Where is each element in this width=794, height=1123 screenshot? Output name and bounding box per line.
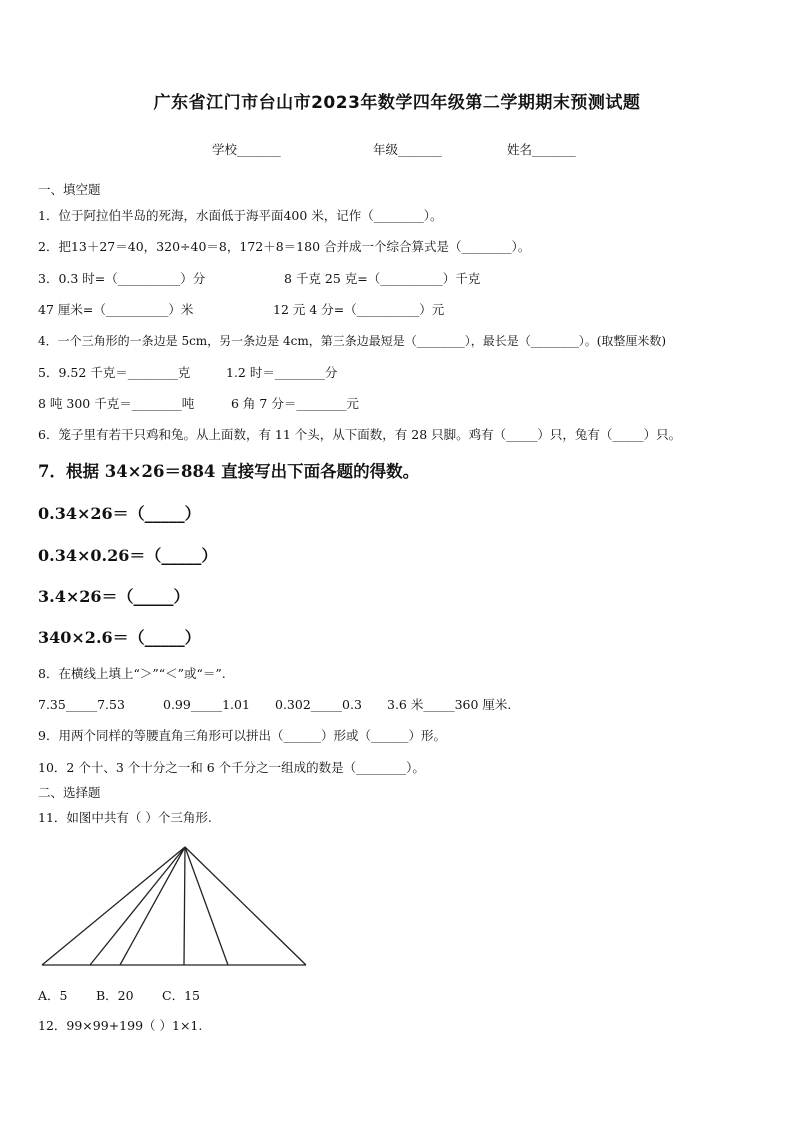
question-3d: 12 元 4 分=（__________）元 xyxy=(273,302,445,317)
question-5b: 1.2 时＝________分 xyxy=(226,365,338,380)
triangle-figure xyxy=(38,843,310,969)
question-7-item-4: 340×2.6＝（_____） xyxy=(38,628,201,647)
school-field: 学校_______ xyxy=(212,142,281,157)
question-11-option-b: B．20 xyxy=(96,988,134,1003)
question-6: 6．笼子里有若干只鸡和兔。从上面数，有 11 个头，从下面数，有 28 只脚。鸡有（_____）只，兔有（_____）只。 xyxy=(38,427,682,442)
figure-left-edge xyxy=(42,847,185,965)
question-12: 12．99×99+199（ ）1×1. xyxy=(38,1018,203,1033)
question-8-item-1: 7.35_____7.53 xyxy=(38,697,125,712)
page-title: 广东省江门市台山市2023年数学四年级第二学期期末预测试题 xyxy=(153,93,641,113)
figure-inner-line-1 xyxy=(90,847,185,965)
question-1: 1．位于阿拉伯半岛的死海，水面低于海平面400 米，记作（________）。 xyxy=(38,208,443,223)
question-3c: 47 厘米=（__________）米 xyxy=(38,302,194,317)
figure-inner-line-3 xyxy=(184,847,185,965)
section-heading-fill-in: 一、填空题 xyxy=(38,182,101,197)
question-7-item-3: 3.4×26＝（_____） xyxy=(38,587,190,606)
figure-inner-line-2 xyxy=(120,847,185,965)
question-5d: 6 角 7 分＝________元 xyxy=(231,396,359,411)
name-field: 姓名_______ xyxy=(507,142,576,157)
question-7-stem: 7．根据 34×26＝884 直接写出下面各题的得数。 xyxy=(38,462,420,481)
question-7-item-2: 0.34×0.26＝（_____） xyxy=(38,546,218,565)
question-8-item-2: 0.99_____1.01 xyxy=(163,697,250,712)
question-10: 10．2 个十、3 个十分之一和 6 个千分之一组成的数是（________）。 xyxy=(38,760,425,775)
question-9: 9．用两个同样的等腰直角三角形可以拼出（______）形或（______）形。 xyxy=(38,728,446,743)
figure-right-edge xyxy=(185,847,306,965)
question-11-option-c: C．15 xyxy=(162,988,200,1003)
question-5a: 5．9.52 千克＝________克 xyxy=(38,365,191,380)
grade-field: 年级_______ xyxy=(373,142,442,157)
question-4: 4．一个三角形的一条边是 5cm，另一条边是 4cm，第三条边最短是（________），最长是（________）。(取整厘米数) xyxy=(38,334,667,348)
question-3b: 8 千克 25 克=（__________）千克 xyxy=(284,271,481,286)
figure-inner-line-4 xyxy=(185,847,228,965)
section-heading-choice: 二、选择题 xyxy=(38,785,101,800)
question-7-item-1: 0.34×26＝（_____） xyxy=(38,504,201,523)
question-5c: 8 吨 300 千克＝________吨 xyxy=(38,396,195,411)
question-2: 2．把13＋27＝40，320÷40＝8，172＋8＝180 合并成一个综合算式是（________）。 xyxy=(38,239,531,254)
question-8-item-3: 0.302_____0.3 xyxy=(275,697,362,712)
question-11-option-a: A．5 xyxy=(38,988,68,1003)
question-8-stem: 8．在横线上填上“＞”“＜”或“＝”. xyxy=(38,666,226,681)
question-3a: 3．0.3 时=（__________）分 xyxy=(38,271,206,286)
question-8-item-4: 3.6 米_____360 厘米. xyxy=(387,697,512,712)
question-11-stem: 11．如图中共有（ ）个三角形. xyxy=(38,810,212,825)
